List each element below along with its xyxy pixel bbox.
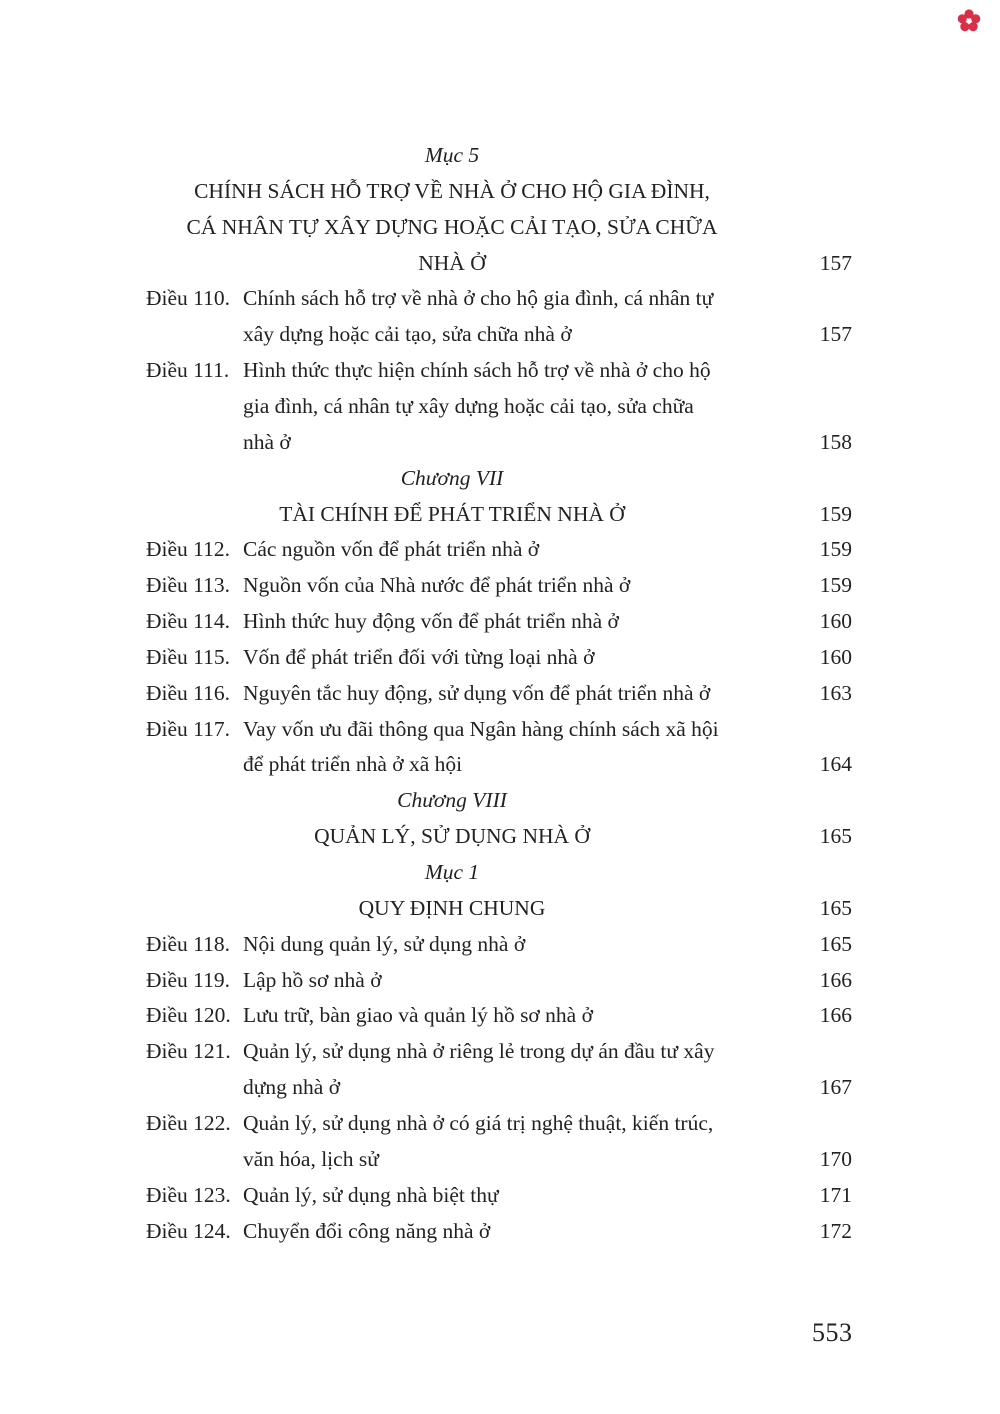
article-title: Lưu trữ, bàn giao và quản lý hồ sơ nhà ở xyxy=(243,1003,593,1028)
heading-text: TÀI CHÍNH ĐỂ PHÁT TRIỂN NHÀ Ở xyxy=(279,501,625,526)
heading-text: Chương VII xyxy=(400,465,504,490)
article-label: Điều 115. xyxy=(146,644,230,669)
toc-entry xyxy=(0,675,1000,711)
article-title: Vay vốn ưu đãi thông qua Ngân hàng chính sách xã hội xyxy=(243,716,719,741)
heading-text: Mục 1 xyxy=(424,860,480,884)
toc-entry-continuation xyxy=(0,1141,1000,1177)
article-title: Nguyên tắc huy động, sử dụng vốn để phát triển nhà ở xyxy=(243,680,711,705)
toc-page-number: 157 xyxy=(819,322,852,347)
toc-entry xyxy=(0,639,1000,675)
article-title: Hình thức huy động vốn để phát triển nhà ở xyxy=(243,609,619,634)
toc-entry-continuation xyxy=(0,746,1000,782)
article-title: Nguồn vốn của Nhà nước để phát triển nhà ở xyxy=(243,573,631,598)
section-title xyxy=(0,890,1000,926)
toc-entry xyxy=(0,1105,1000,1141)
article-label: Điều 114. xyxy=(146,609,230,634)
section-label xyxy=(0,854,1000,890)
toc-page-number: 165 xyxy=(819,824,852,849)
toc-page-number: 164 xyxy=(819,752,852,777)
toc-page-number: 165 xyxy=(819,931,852,956)
toc-page-number: 157 xyxy=(819,250,852,275)
article-label: Điều 124. xyxy=(146,1218,231,1243)
toc-page-number: 170 xyxy=(819,1146,852,1171)
article-label: Điều 116. xyxy=(146,680,230,705)
toc-page-number: 159 xyxy=(819,573,852,598)
toc-entry-continuation xyxy=(0,424,1000,460)
section-title xyxy=(0,245,1000,281)
heading-text: QUẢN LÝ, SỬ DỤNG NHÀ Ở xyxy=(314,824,590,849)
article-title: Quản lý, sử dụng nhà ở riêng lẻ trong dự án đầu tư xây xyxy=(243,1039,715,1064)
section-label xyxy=(0,782,1000,818)
toc-entry xyxy=(0,280,1000,316)
article-label: Điều 113. xyxy=(146,573,230,598)
article-label: Điều 117. xyxy=(146,716,230,741)
heading-text: Chương VIII xyxy=(397,788,507,813)
toc-entry xyxy=(0,1213,1000,1249)
article-title: để phát triển nhà ở xã hội xyxy=(243,752,463,777)
article-title: Các nguồn vốn để phát triển nhà ở xyxy=(243,537,540,562)
heading-text: NHÀ Ở xyxy=(418,250,486,275)
article-label: Điều 121. xyxy=(146,1039,231,1064)
section-title xyxy=(0,496,1000,532)
toc-entry xyxy=(0,962,1000,998)
toc-entry-continuation xyxy=(0,1069,1000,1105)
toc-entry xyxy=(0,352,1000,388)
toc-page-number: 159 xyxy=(819,537,852,562)
section-title xyxy=(0,818,1000,854)
toc-entry-continuation xyxy=(0,316,1000,352)
article-title: Quản lý, sử dụng nhà biệt thự xyxy=(243,1182,499,1207)
toc-entry xyxy=(0,531,1000,567)
toc-entry xyxy=(0,567,1000,603)
heading-text: CHÍNH SÁCH HỖ TRỢ VỀ NHÀ Ở CHO HỘ GIA ĐÌNH, xyxy=(194,178,710,203)
toc-entry xyxy=(0,1177,1000,1213)
toc-page-number: 158 xyxy=(819,429,852,454)
toc-page-number: 165 xyxy=(819,895,852,920)
heading-text: QUY ĐỊNH CHUNG xyxy=(358,895,546,920)
toc-page-number: 166 xyxy=(819,967,852,992)
heading-text: Mục 5 xyxy=(424,143,480,167)
toc-entry xyxy=(0,926,1000,962)
article-title: Nội dung quản lý, sử dụng nhà ở xyxy=(243,931,526,956)
toc-page-number: 166 xyxy=(819,1003,852,1028)
heading-text: CÁ NHÂN TỰ XÂY DỰNG HOẶC CẢI TẠO, SỬA CHỮA xyxy=(186,214,718,239)
toc-page-number: 163 xyxy=(819,680,852,705)
article-label: Điều 123. xyxy=(146,1182,231,1207)
page-number: 553 xyxy=(812,1318,853,1347)
toc-page-number: 167 xyxy=(819,1075,852,1100)
article-title: Chính sách hỗ trợ về nhà ở cho hộ gia đình, cá nhân tự xyxy=(243,286,714,311)
article-title: dựng nhà ở xyxy=(243,1075,341,1100)
toc-page-number: 160 xyxy=(819,609,852,634)
article-title: văn hóa, lịch sử xyxy=(243,1146,379,1171)
article-title: Chuyển đổi công năng nhà ở xyxy=(243,1218,491,1243)
section-title xyxy=(0,209,1000,245)
article-label: Điều 111. xyxy=(146,358,230,383)
article-title: gia đình, cá nhân tự xây dựng hoặc cải tạo, sửa chữa xyxy=(243,393,694,418)
toc-entry xyxy=(0,603,1000,639)
toc-entry xyxy=(0,997,1000,1033)
toc-entry xyxy=(0,1033,1000,1069)
article-title: Vốn để phát triển đối với từng loại nhà ở xyxy=(243,644,595,669)
toc-page-number: 171 xyxy=(819,1182,852,1207)
article-title: Lập hồ sơ nhà ở xyxy=(243,967,382,992)
toc-page-number: 172 xyxy=(819,1218,852,1243)
section-label xyxy=(0,460,1000,496)
article-title: Quản lý, sử dụng nhà ở có giá trị nghệ thuật, kiến trúc, xyxy=(243,1110,714,1135)
article-title: Hình thức thực hiện chính sách hỗ trợ về nhà ở cho hộ xyxy=(243,358,711,383)
article-title: xây dựng hoặc cải tạo, sửa chữa nhà ở xyxy=(243,322,572,347)
toc-page-number: 160 xyxy=(819,644,852,669)
article-label: Điều 118. xyxy=(146,931,230,956)
article-label: Điều 122. xyxy=(146,1110,231,1135)
article-label: Điều 120. xyxy=(146,1003,231,1028)
article-label: Điều 110. xyxy=(146,286,230,311)
flower-icon xyxy=(956,8,982,34)
article-title: nhà ở xyxy=(243,429,291,454)
toc-entry-continuation xyxy=(0,388,1000,424)
section-title xyxy=(0,173,1000,209)
section-label xyxy=(0,137,1000,173)
article-label: Điều 119. xyxy=(146,967,230,992)
toc-entry xyxy=(0,711,1000,747)
toc-page-number: 159 xyxy=(819,501,852,526)
article-label: Điều 112. xyxy=(146,537,230,562)
